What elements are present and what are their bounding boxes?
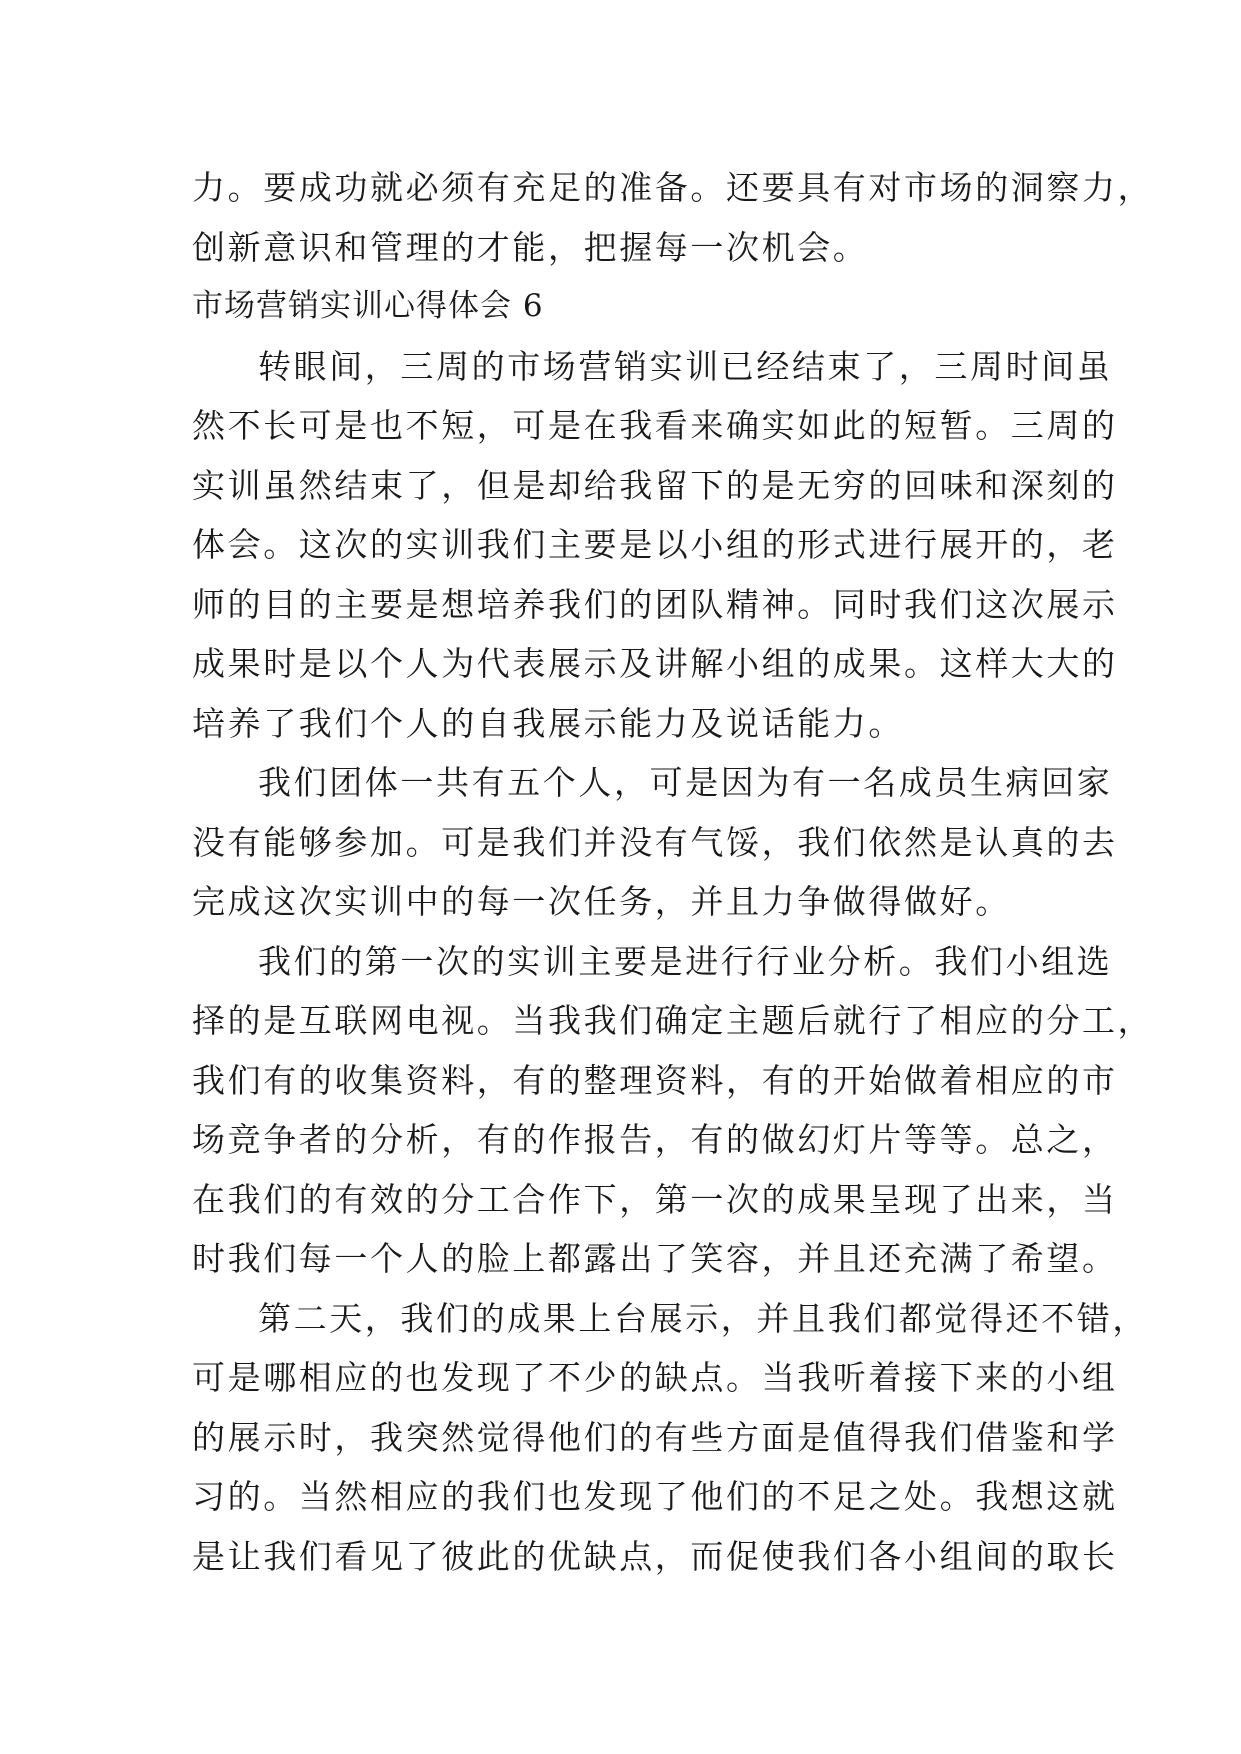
text-line: 时我们每一个人的脸上都露出了笑容，并且还充满了希望。 [192,1239,1118,1278]
text-line: 我们有的收集资料，有的整理资料，有的开始做着相应的市 [192,1060,1118,1100]
text-line: 可是哪相应的也发现了不少的缺点。当我听着接下来的小组 [192,1358,1118,1397]
text-line: 没有能够参加。可是我们并没有气馁，我们依然是认真的去 [192,822,1118,862]
text-line: 实训虽然结束了，但是却给我留下的是无穷的回味和深刻的 [192,465,1118,505]
text-line: 择的是互联网电视。当我我们确定主题后就行了相应的分工， [192,1001,1154,1040]
text-line: 然不长可是也不短，可是在我看来确实如此的短暂。三周的 [192,406,1118,445]
text-line: 是让我们看见了彼此的优缺点，而促使我们各小组间的取长 [192,1536,1118,1576]
text-line: 师的目的主要是想培养我们的团队精神。同时我们这次展示 [192,584,1118,624]
paragraph-start-line: 我们的第一次的实训主要是进行行业分析。我们小组选 [258,941,1113,981]
section-title: 市场营销实训心得体会 6 [192,288,544,324]
paragraph-start-line: 转眼间，三周的市场营销实训已经结束了，三周时间虽 [258,346,1113,386]
paragraph-start-line: 我们团体一共有五个人，可是因为有一名成员生病回家 [258,763,1113,802]
text-line: 在我们的有效的分工合作下，第一次的成果呈现了出来，当 [192,1179,1118,1219]
text-line: 完成这次实训中的每一次任务，并且力争做得做好。 [192,882,1011,921]
document-body [192,158,1154,1586]
text-line: 创新意识和管理的才能，把握每一次机会。 [192,227,869,267]
paragraph-start-line: 第二天，我们的成果上台展示，并且我们都觉得还不错， [258,1298,1148,1338]
text-line: 场竞争者的分析，有的作报告，有的做幻灯片等等。总之， [192,1120,1118,1159]
text-line: 的展示时，我突然觉得他们的有些方面是值得我们借鉴和学 [192,1417,1118,1457]
text-line: 习的。当然相应的我们也发现了他们的不足之处。我想这就 [192,1477,1118,1516]
text-line: 成果时是以个人为代表展示及讲解小组的成果。这样大大的 [192,644,1118,683]
text-line: 体会。这次的实训我们主要是以小组的形式进行展开的，老 [192,525,1118,564]
text-line: 力。要成功就必须有充足的准备。还要具有对市场的洞察力， [192,168,1154,207]
text-line: 培养了我们个人的自我展示能力及说话能力。 [192,703,904,743]
